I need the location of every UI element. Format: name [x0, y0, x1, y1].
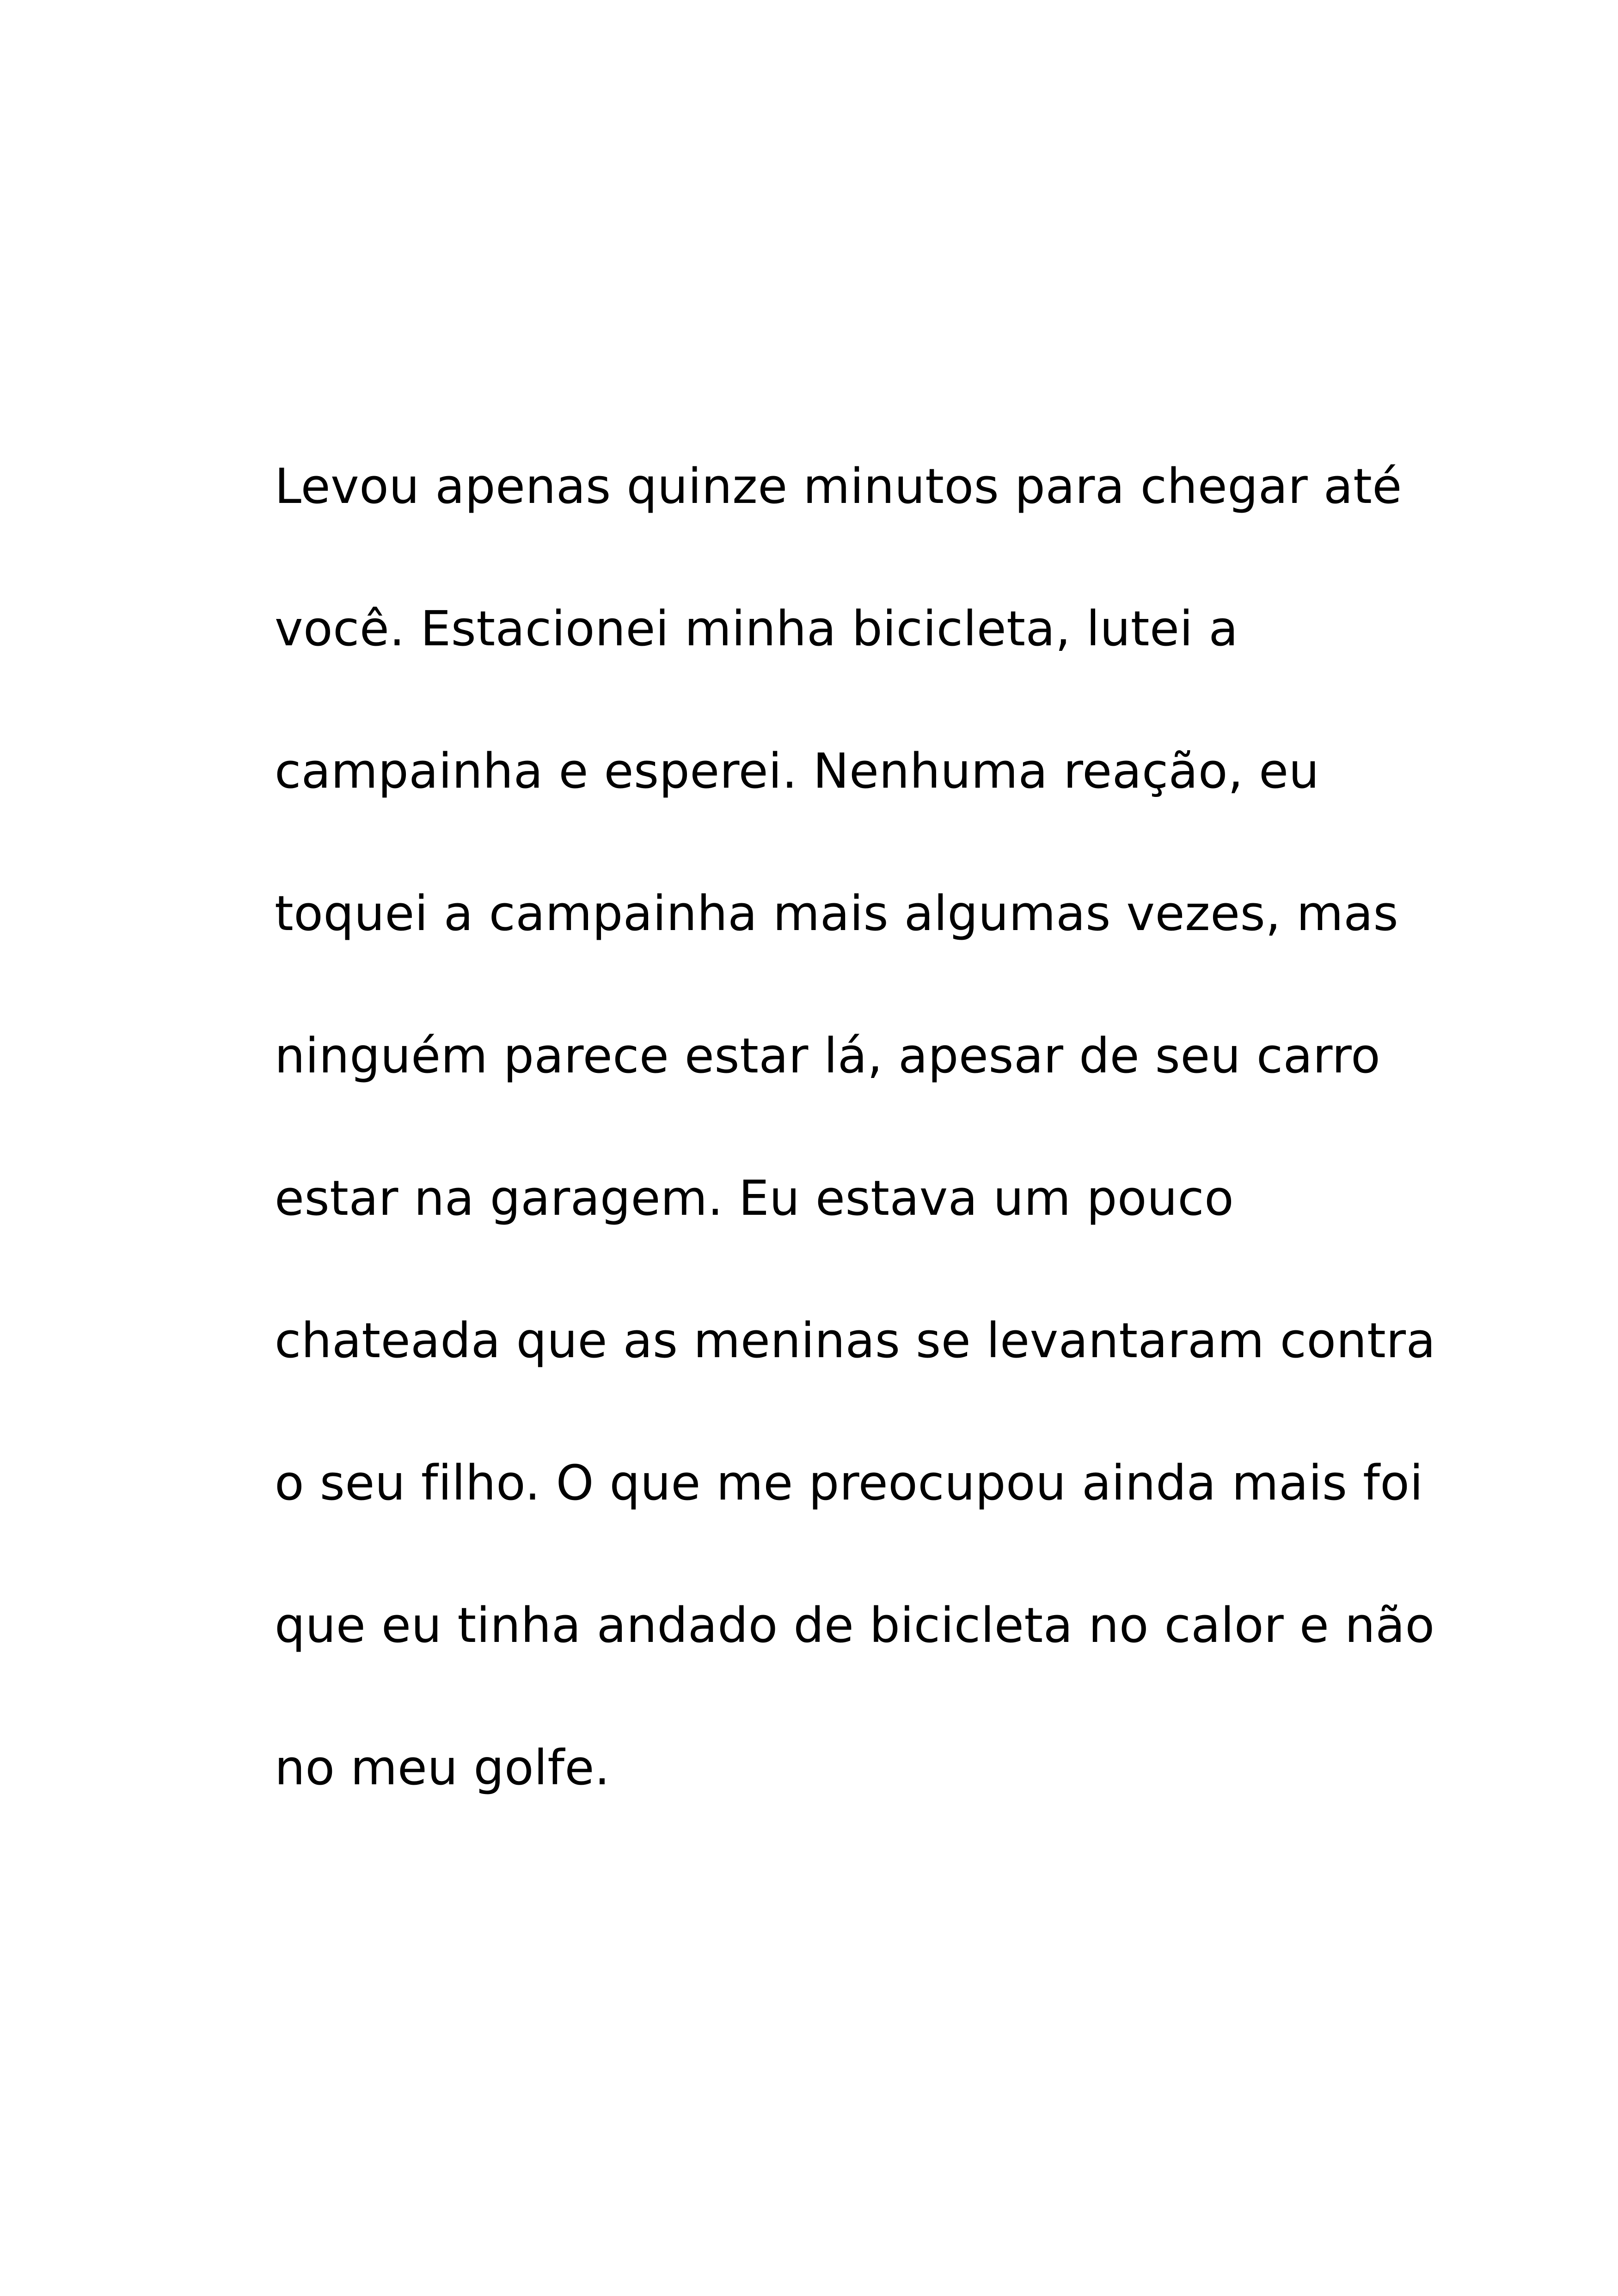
text-line: no meu golfe. [275, 1739, 610, 1796]
text-line: estar na garagem. Eu estava um pouco [275, 1170, 1234, 1226]
text-line: ninguém parece estar lá, apesar de seu carro [275, 1028, 1381, 1084]
text-line: campainha e esperei. Nenhuma reação, eu [275, 743, 1320, 799]
text-line: chateada que as meninas se levantaram contra [275, 1312, 1436, 1369]
text-line: toquei a campainha mais algumas vezes, mas [275, 885, 1399, 942]
text-line: que eu tinha andado de bicicleta no calor e não [275, 1597, 1435, 1653]
text-line: você. Estacionei minha bicicleta, lutei a [275, 600, 1238, 657]
text-line: Levou apenas quinze minutos para chegar até [275, 458, 1402, 514]
text-line: o seu filho. O que me preocupou ainda mais foi [275, 1455, 1423, 1511]
